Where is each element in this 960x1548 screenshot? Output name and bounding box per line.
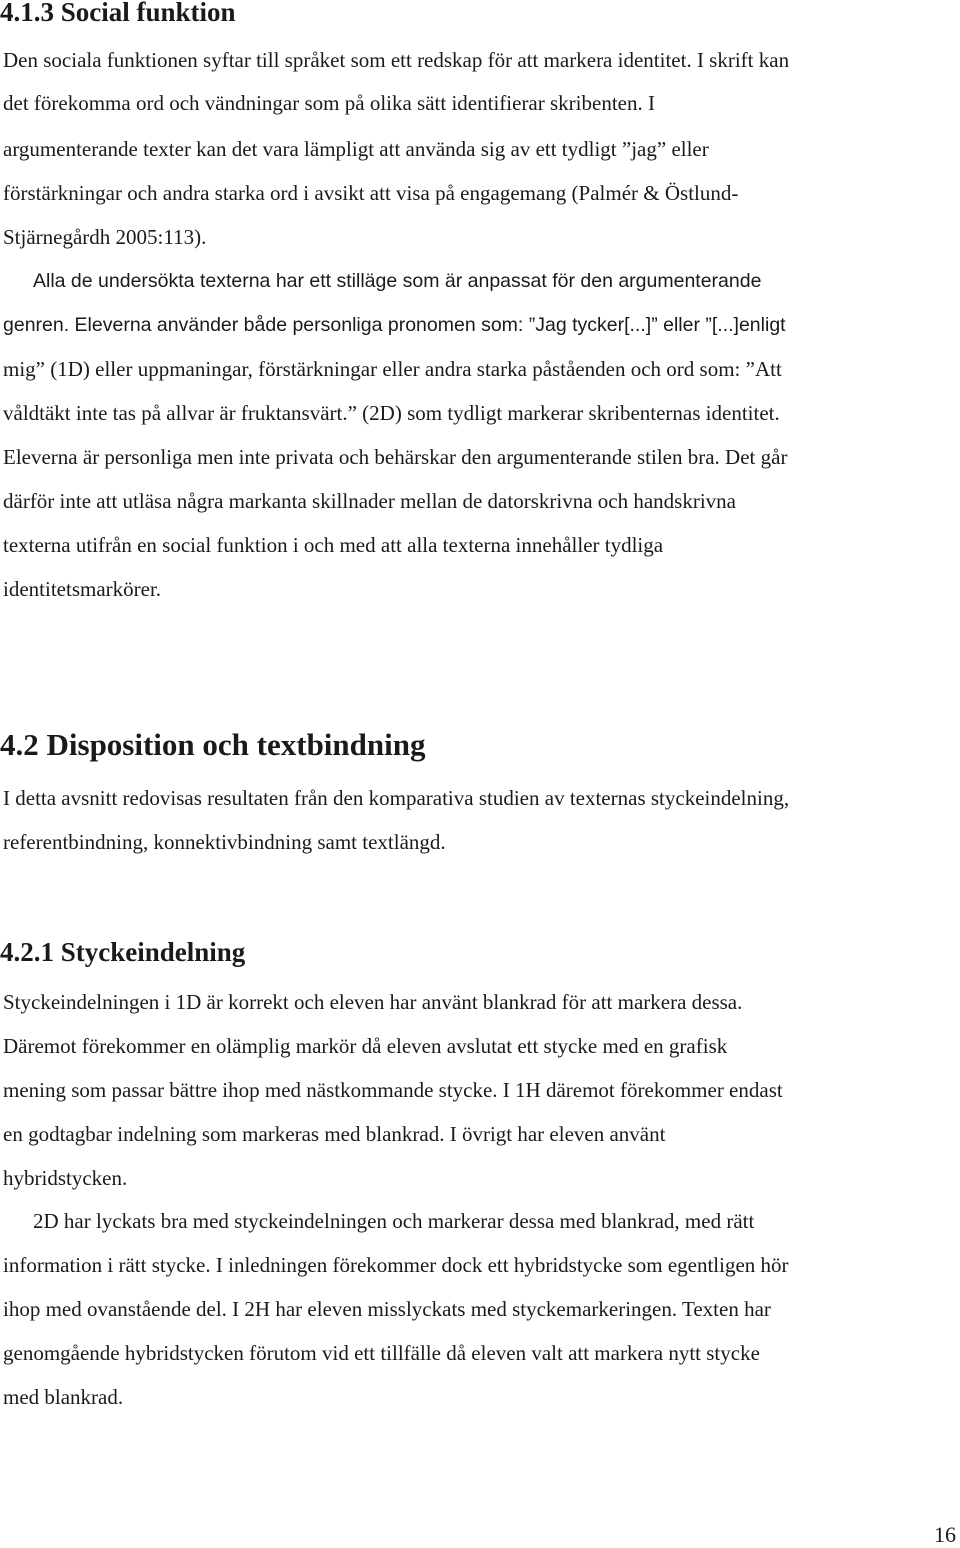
paragraph-line: med blankrad. — [3, 1385, 124, 1409]
section-heading-disposition: 4.2 Disposition och textbindning — [0, 727, 426, 762]
paragraph-line: genomgående hybridstycken förutom vid ett tillfälle då eleven valt att markera nytt stycke — [3, 1341, 760, 1365]
paragraph-line: hybridstycken. — [3, 1166, 128, 1190]
paragraph-line: Alla de undersökta texterna har ett stilläge som är anpassat för den argumenterande — [33, 270, 762, 292]
paragraph-line: information i rätt stycke. I inledningen förekommer dock ett hybridstycke som egentligen hör — [3, 1253, 789, 1277]
paragraph-line: förstärkningar och andra starka ord i avsikt att visa på engagemang (Palmér & Östlund- — [3, 181, 739, 205]
paragraph-line: ihop med ovanstående del. I 2H har eleven misslyckats med styckemarkeringen. Texten har — [3, 1297, 771, 1321]
section-heading-styckeindelning: 4.2.1 Styckeindelning — [0, 937, 246, 967]
paragraph-line: det förekomma ord och vändningar som på olika sätt identifierar skribenten. I — [3, 91, 655, 115]
paragraph-line: I detta avsnitt redovisas resultaten från den komparativa studien av texternas styckeindelning, — [3, 786, 790, 810]
paragraph-line: texterna utifrån en social funktion i och med att alla texterna innehåller tydliga — [3, 533, 664, 557]
paragraph-line: Eleverna är personliga men inte privata och behärskar den argumenterande stilen bra. Det går — [3, 445, 788, 469]
paragraph-line: identitetsmarkörer. — [3, 577, 162, 601]
paragraph-line: mig” (1D) eller uppmaningar, förstärkningar eller andra starka påståenden och ord som: ”Att — [3, 357, 782, 381]
section-heading-social-funktion: 4.1.3 Social funktion — [0, 0, 236, 27]
paragraph-line: våldtäkt inte tas på allvar är fruktansvärt.” (2D) som tydligt markerar skribenternas identitet. — [3, 401, 780, 425]
paragraph-line: en godtagbar indelning som markeras med blankrad. I övrigt har eleven använt — [3, 1122, 666, 1146]
paragraph-line: genren. Eleverna använder både personliga pronomen som: ”Jag tycker[...]” eller ”[...]enligt — [3, 314, 786, 336]
page-number: 16 — [934, 1522, 956, 1547]
paragraph-line: Den sociala funktionen syftar till språket som ett redskap för att markera identitet. I skrift kan — [3, 48, 790, 72]
paragraph-line: Stjärnegårdh 2005:113). — [3, 225, 207, 249]
paragraph-line: Styckeindelningen i 1D är korrekt och eleven har använt blankrad för att markera dessa. — [3, 990, 743, 1014]
paragraph-line: mening som passar bättre ihop med nästkommande stycke. I 1H däremot förekommer endast — [3, 1078, 783, 1102]
paragraph-line: argumenterande texter kan det vara lämpligt att använda sig av ett tydligt ”jag” eller — [3, 137, 709, 161]
paragraph-line: därför inte att utläsa några markanta skillnader mellan de datorskrivna och handskrivna — [3, 489, 736, 513]
paragraph-line: 2D har lyckats bra med styckeindelningen och markerar dessa med blankrad, med rätt — [33, 1209, 755, 1233]
paragraph-line: referentbindning, konnektivbindning samt textlängd. — [3, 830, 446, 854]
paragraph-line: Däremot förekommer en olämplig markör då eleven avslutat ett stycke med en grafisk — [3, 1034, 728, 1058]
